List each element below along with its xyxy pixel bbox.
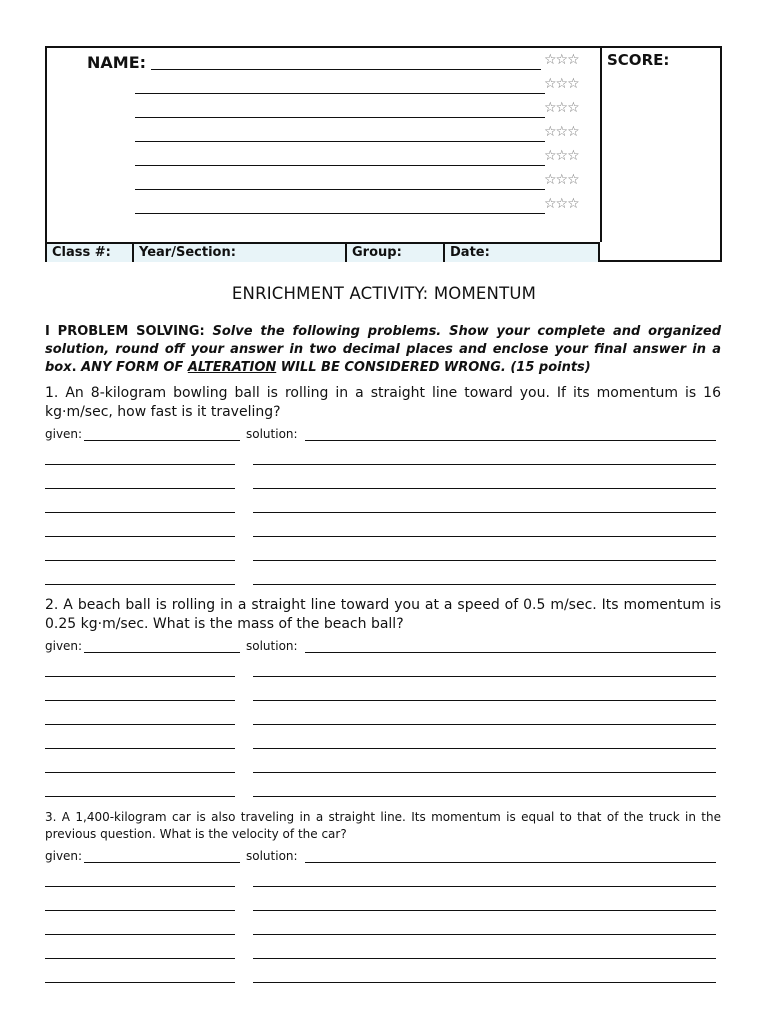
solution-line[interactable] xyxy=(253,464,716,465)
solution-line[interactable] xyxy=(253,886,716,887)
instructions-text: Solve the following problems. Show your complete and organized solution, round off your answer in two decimal places and enclose your final answer in a box xyxy=(45,324,722,375)
name-line-5[interactable] xyxy=(135,165,545,166)
class-info-row xyxy=(47,242,600,262)
name-line-2[interactable] xyxy=(135,93,545,94)
rating-stars-3: ☆☆☆ xyxy=(544,100,579,116)
solution-line[interactable] xyxy=(253,796,716,797)
date-cell[interactable]: Date: xyxy=(450,245,490,260)
warning-text-start: ANY FORM OF xyxy=(81,360,188,375)
given-line[interactable] xyxy=(84,862,240,863)
name-line-3[interactable] xyxy=(135,117,545,118)
year-section-cell[interactable]: Year/Section: xyxy=(134,244,347,262)
solution-line[interactable] xyxy=(305,862,716,863)
given-line[interactable] xyxy=(45,488,235,489)
name-line-1[interactable] xyxy=(151,69,541,70)
given-line[interactable] xyxy=(45,724,235,725)
question-3: 3. A 1,400-kilogram car is also traveling in a straight line. Its momentum is equal to that of the truck in the previous question. What is the velocity of the car? xyxy=(45,810,721,841)
solution-line[interactable] xyxy=(253,772,716,773)
solution-label: solution: xyxy=(246,849,298,863)
given-line[interactable] xyxy=(45,910,235,911)
given-line[interactable] xyxy=(45,676,235,677)
section-colon: : xyxy=(199,324,205,339)
solution-line[interactable] xyxy=(253,748,716,749)
solution-line[interactable] xyxy=(253,512,716,513)
given-line[interactable] xyxy=(45,700,235,701)
given-line[interactable] xyxy=(45,560,235,561)
instructions xyxy=(45,323,721,377)
rating-stars-7: ☆☆☆ xyxy=(544,196,579,212)
given-line[interactable] xyxy=(45,982,235,983)
solution-line[interactable] xyxy=(253,676,716,677)
given-label: given: xyxy=(45,427,83,441)
rating-stars-1: ☆☆☆ xyxy=(544,52,579,68)
solution-label: solution: xyxy=(246,639,298,653)
given-line[interactable] xyxy=(84,440,240,441)
given-line[interactable] xyxy=(45,584,235,585)
alteration-word: ALTERATION xyxy=(187,360,277,375)
question-2: 2. A beach ball is rolling in a straight line toward you at a speed of 0.5 m/sec. Its momentum is 0.25 kg·m/sec. What is the mass of the beach ball? xyxy=(45,597,721,632)
solution-line[interactable] xyxy=(253,724,716,725)
solution-line[interactable] xyxy=(253,958,716,959)
rating-stars-6: ☆☆☆ xyxy=(544,172,579,188)
given-line[interactable] xyxy=(45,772,235,773)
solution-line[interactable] xyxy=(253,910,716,911)
solution-line[interactable] xyxy=(305,652,716,653)
given-line[interactable] xyxy=(84,652,240,653)
names-area xyxy=(47,48,602,242)
rating-stars-2: ☆☆☆ xyxy=(544,76,579,92)
class-number-cell[interactable]: Class #: xyxy=(47,244,134,262)
given-label: given: xyxy=(45,639,83,653)
given-line[interactable] xyxy=(45,536,235,537)
name-line-7[interactable] xyxy=(135,213,545,214)
solution-line[interactable] xyxy=(253,934,716,935)
score-cell[interactable] xyxy=(600,48,722,262)
given-line[interactable] xyxy=(45,748,235,749)
given-line[interactable] xyxy=(45,886,235,887)
instructions-period: . xyxy=(71,360,82,375)
solution-line[interactable] xyxy=(253,584,716,585)
page-title: ENRICHMENT ACTIVITY: MOMENTUM xyxy=(231,284,537,303)
question-1: 1. An 8-kilogram bowling ball is rolling in a straight line toward you. If its momentum is 16 kg·m/sec, how fast is it traveling? xyxy=(45,385,721,420)
given-line[interactable] xyxy=(45,464,235,465)
name-line-6[interactable] xyxy=(135,189,545,190)
name-line-4[interactable] xyxy=(135,141,545,142)
given-line[interactable] xyxy=(45,934,235,935)
solution-line[interactable] xyxy=(253,536,716,537)
solution-line[interactable] xyxy=(253,700,716,701)
name-label: NAME: xyxy=(87,53,147,72)
rating-stars-4: ☆☆☆ xyxy=(544,124,579,140)
solution-line[interactable] xyxy=(305,440,716,441)
score-label: SCORE: xyxy=(607,51,670,69)
given-line[interactable] xyxy=(45,796,235,797)
rating-stars-5: ☆☆☆ xyxy=(544,148,579,164)
solution-line[interactable] xyxy=(253,560,716,561)
warning-text-end: WILL BE CONSIDERED WRONG. (15 points) xyxy=(276,360,591,375)
given-line[interactable] xyxy=(45,958,235,959)
student-info-box xyxy=(45,46,722,262)
given-label: given: xyxy=(45,849,83,863)
given-line[interactable] xyxy=(45,512,235,513)
solution-line[interactable] xyxy=(253,488,716,489)
group-cell[interactable]: Group: xyxy=(347,244,445,262)
solution-label: solution: xyxy=(246,427,298,441)
section-label: I PROBLEM SOLVING xyxy=(45,324,200,339)
solution-line[interactable] xyxy=(253,982,716,983)
